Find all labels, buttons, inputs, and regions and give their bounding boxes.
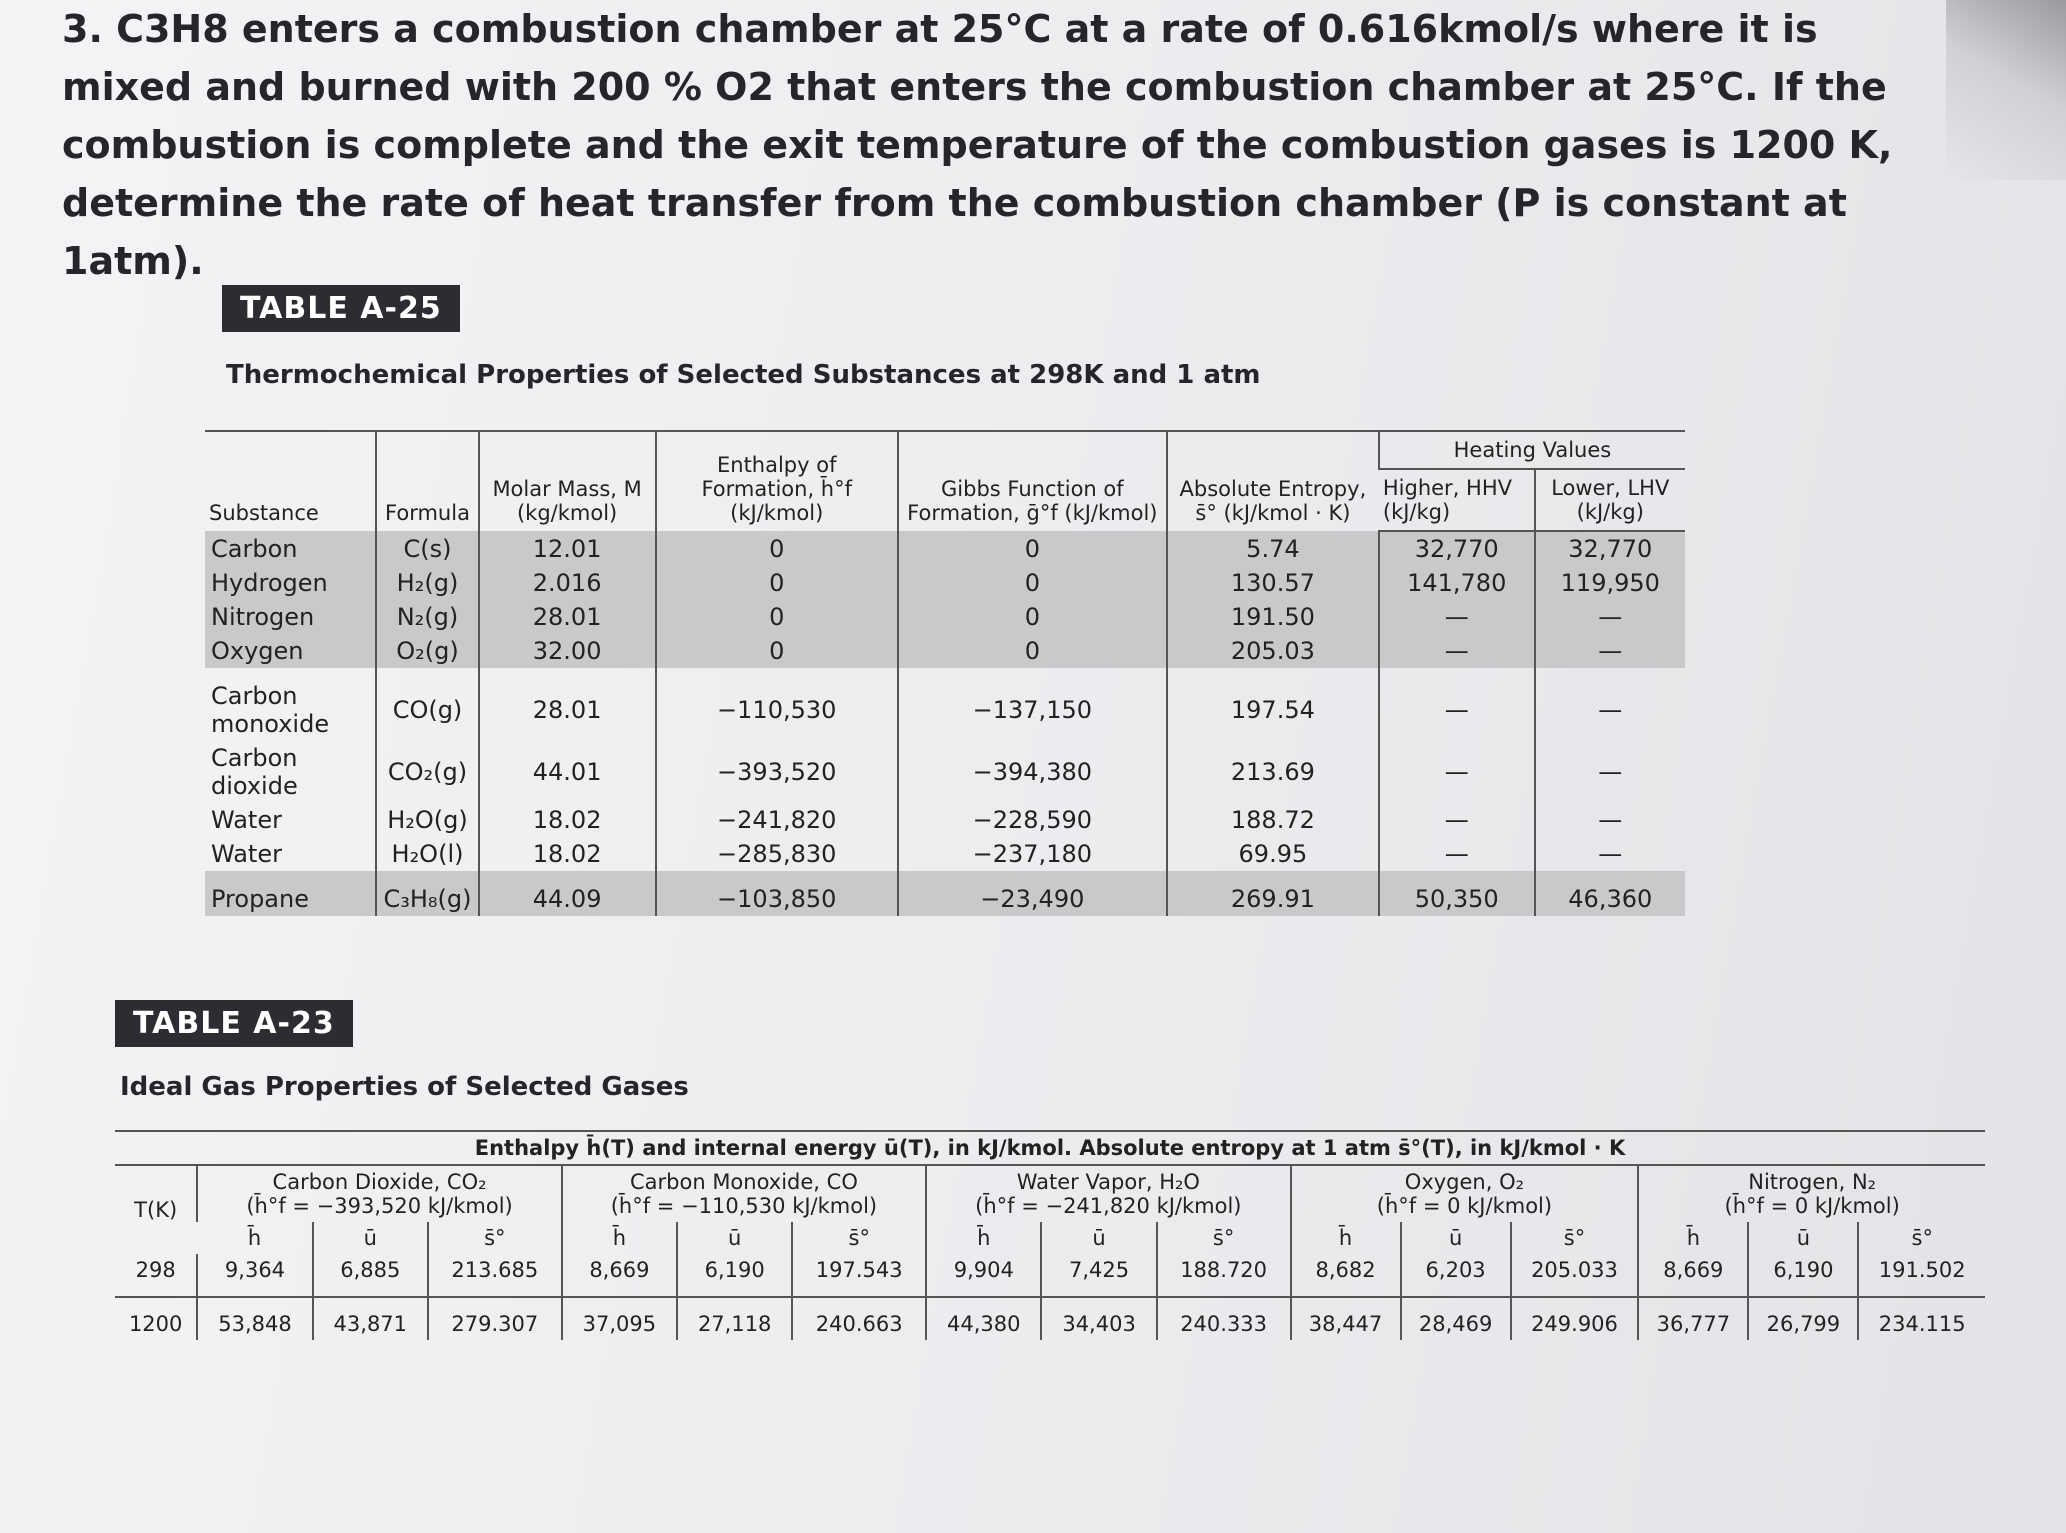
sub-h: h̄ — [926, 1222, 1041, 1254]
sub-s: s̄° — [1511, 1222, 1639, 1254]
table-row: Oxygen O₂(g) 32.00 0 0 205.03 — — — [205, 634, 1685, 668]
table-a25 — [205, 430, 1685, 916]
gas-header-co2: Carbon Dioxide, CO₂ (h̄°f = −393,520 kJ/kmol) — [197, 1165, 561, 1222]
gas-header-o2: Oxygen, O₂ (h̄°f = 0 kJ/kmol) — [1291, 1165, 1639, 1222]
col-substance: Substance — [205, 431, 376, 531]
col-molar-mass: Molar Mass, M (kg/kmol) — [479, 431, 656, 531]
sub-u: ū — [1401, 1222, 1511, 1254]
table-row: Carbon C(s) 12.01 0 0 5.74 32,770 32,770 — [205, 531, 1685, 566]
sub-u: ū — [313, 1222, 428, 1254]
sub-s: s̄° — [428, 1222, 562, 1254]
col-formula: Formula — [376, 431, 478, 531]
table-row: Propane C₃H₈(g) 44.09 −103,850 −23,490 269.91 50,350 46,360 — [205, 871, 1685, 916]
problem-statement: 3. C3H8 enters a combustion chamber at 25°C at a rate of 0.616kmol/s where it is mixed and burned with 200 % O2 that enters the combustion chamber at 25°C. If the combustion is complete and the exit temperature of the combustion gases is 1200 K, determine the rate of heat transfer from the combustion chamber (P is constant at 1atm). — [62, 7, 1893, 283]
sub-s: s̄° — [1858, 1222, 1985, 1254]
table-row: Hydrogen H₂(g) 2.016 0 0 130.57 141,780 119,950 — [205, 566, 1685, 600]
col-hhv: Higher, HHV (kJ/kg) — [1379, 469, 1535, 531]
gas-header-co: Carbon Monoxide, CO (h̄°f = −110,530 kJ/kmol) — [562, 1165, 926, 1222]
table-row: Carbon monoxide CO(g) 28.01 −110,530 −137,150 197.54 — — — [205, 668, 1685, 741]
col-lhv: Lower, LHV (kJ/kg) — [1535, 469, 1685, 531]
sub-s: s̄° — [792, 1222, 926, 1254]
table-a23-header-note: Enthalpy h̄(T) and internal energy ū(T), in kJ/kmol. Absolute entropy at 1 atm s̄°(T), in kJ/kmol · K — [115, 1131, 1985, 1165]
sub-h: h̄ — [1291, 1222, 1401, 1254]
sub-u: ū — [1748, 1222, 1858, 1254]
table-a23-caption: Ideal Gas Properties of Selected Gases — [120, 1072, 689, 1102]
table-row: Water H₂O(l) 18.02 −285,830 −237,180 69.95 — — — [205, 837, 1685, 871]
col-temperature: T(K) — [134, 1198, 178, 1222]
sub-s: s̄° — [1157, 1222, 1291, 1254]
table-a23 — [115, 1130, 1985, 1340]
gas-header-h2o: Water Vapor, H₂O (h̄°f = −241,820 kJ/kmol) — [926, 1165, 1290, 1222]
col-heating-values: Heating Values — [1379, 431, 1685, 469]
table-row: 298 9,364 6,885 213.685 8,669 6,190 197.543 9,904 7,425 188.720 8,682 6,203 205.033 8,669 6,190 191.502 — [115, 1254, 1985, 1297]
table-row: Nitrogen N₂(g) 28.01 0 0 191.50 — — — [205, 600, 1685, 634]
sub-h: h̄ — [1638, 1222, 1748, 1254]
table-a25-caption: Thermochemical Properties of Selected Substances at 298K and 1 atm — [226, 360, 1261, 390]
table-row: Carbon dioxide CO₂(g) 44.01 −393,520 −394,380 213.69 — — — [205, 741, 1685, 803]
table-a25-tag: TABLE A-25 — [222, 285, 460, 332]
sub-u: ū — [677, 1222, 792, 1254]
sub-h: h̄ — [247, 1226, 262, 1250]
col-entropy: Absolute Entropy, s̄° (kJ/kmol · K) — [1167, 431, 1379, 531]
table-row: 1200 53,848 43,871 279.307 37,095 27,118 240.663 44,380 34,403 240.333 38,447 28,469 249.906 36,777 26,799 234.115 — [115, 1297, 1985, 1340]
sub-u: ū — [1041, 1222, 1156, 1254]
col-enthalpy: Enthalpy of Formation, h̄°f (kJ/kmol) — [656, 431, 898, 531]
table-row: Water H₂O(g) 18.02 −241,820 −228,590 188.72 — — — [205, 803, 1685, 837]
table-a23-tag: TABLE A-23 — [115, 1000, 353, 1047]
col-gibbs: Gibbs Function of Formation, ḡ°f (kJ/kmol) — [898, 431, 1167, 531]
gas-header-n2: Nitrogen, N₂ (h̄°f = 0 kJ/kmol) — [1638, 1165, 1985, 1222]
page-corner-shadow — [1946, 0, 2066, 180]
sub-h: h̄ — [562, 1222, 677, 1254]
